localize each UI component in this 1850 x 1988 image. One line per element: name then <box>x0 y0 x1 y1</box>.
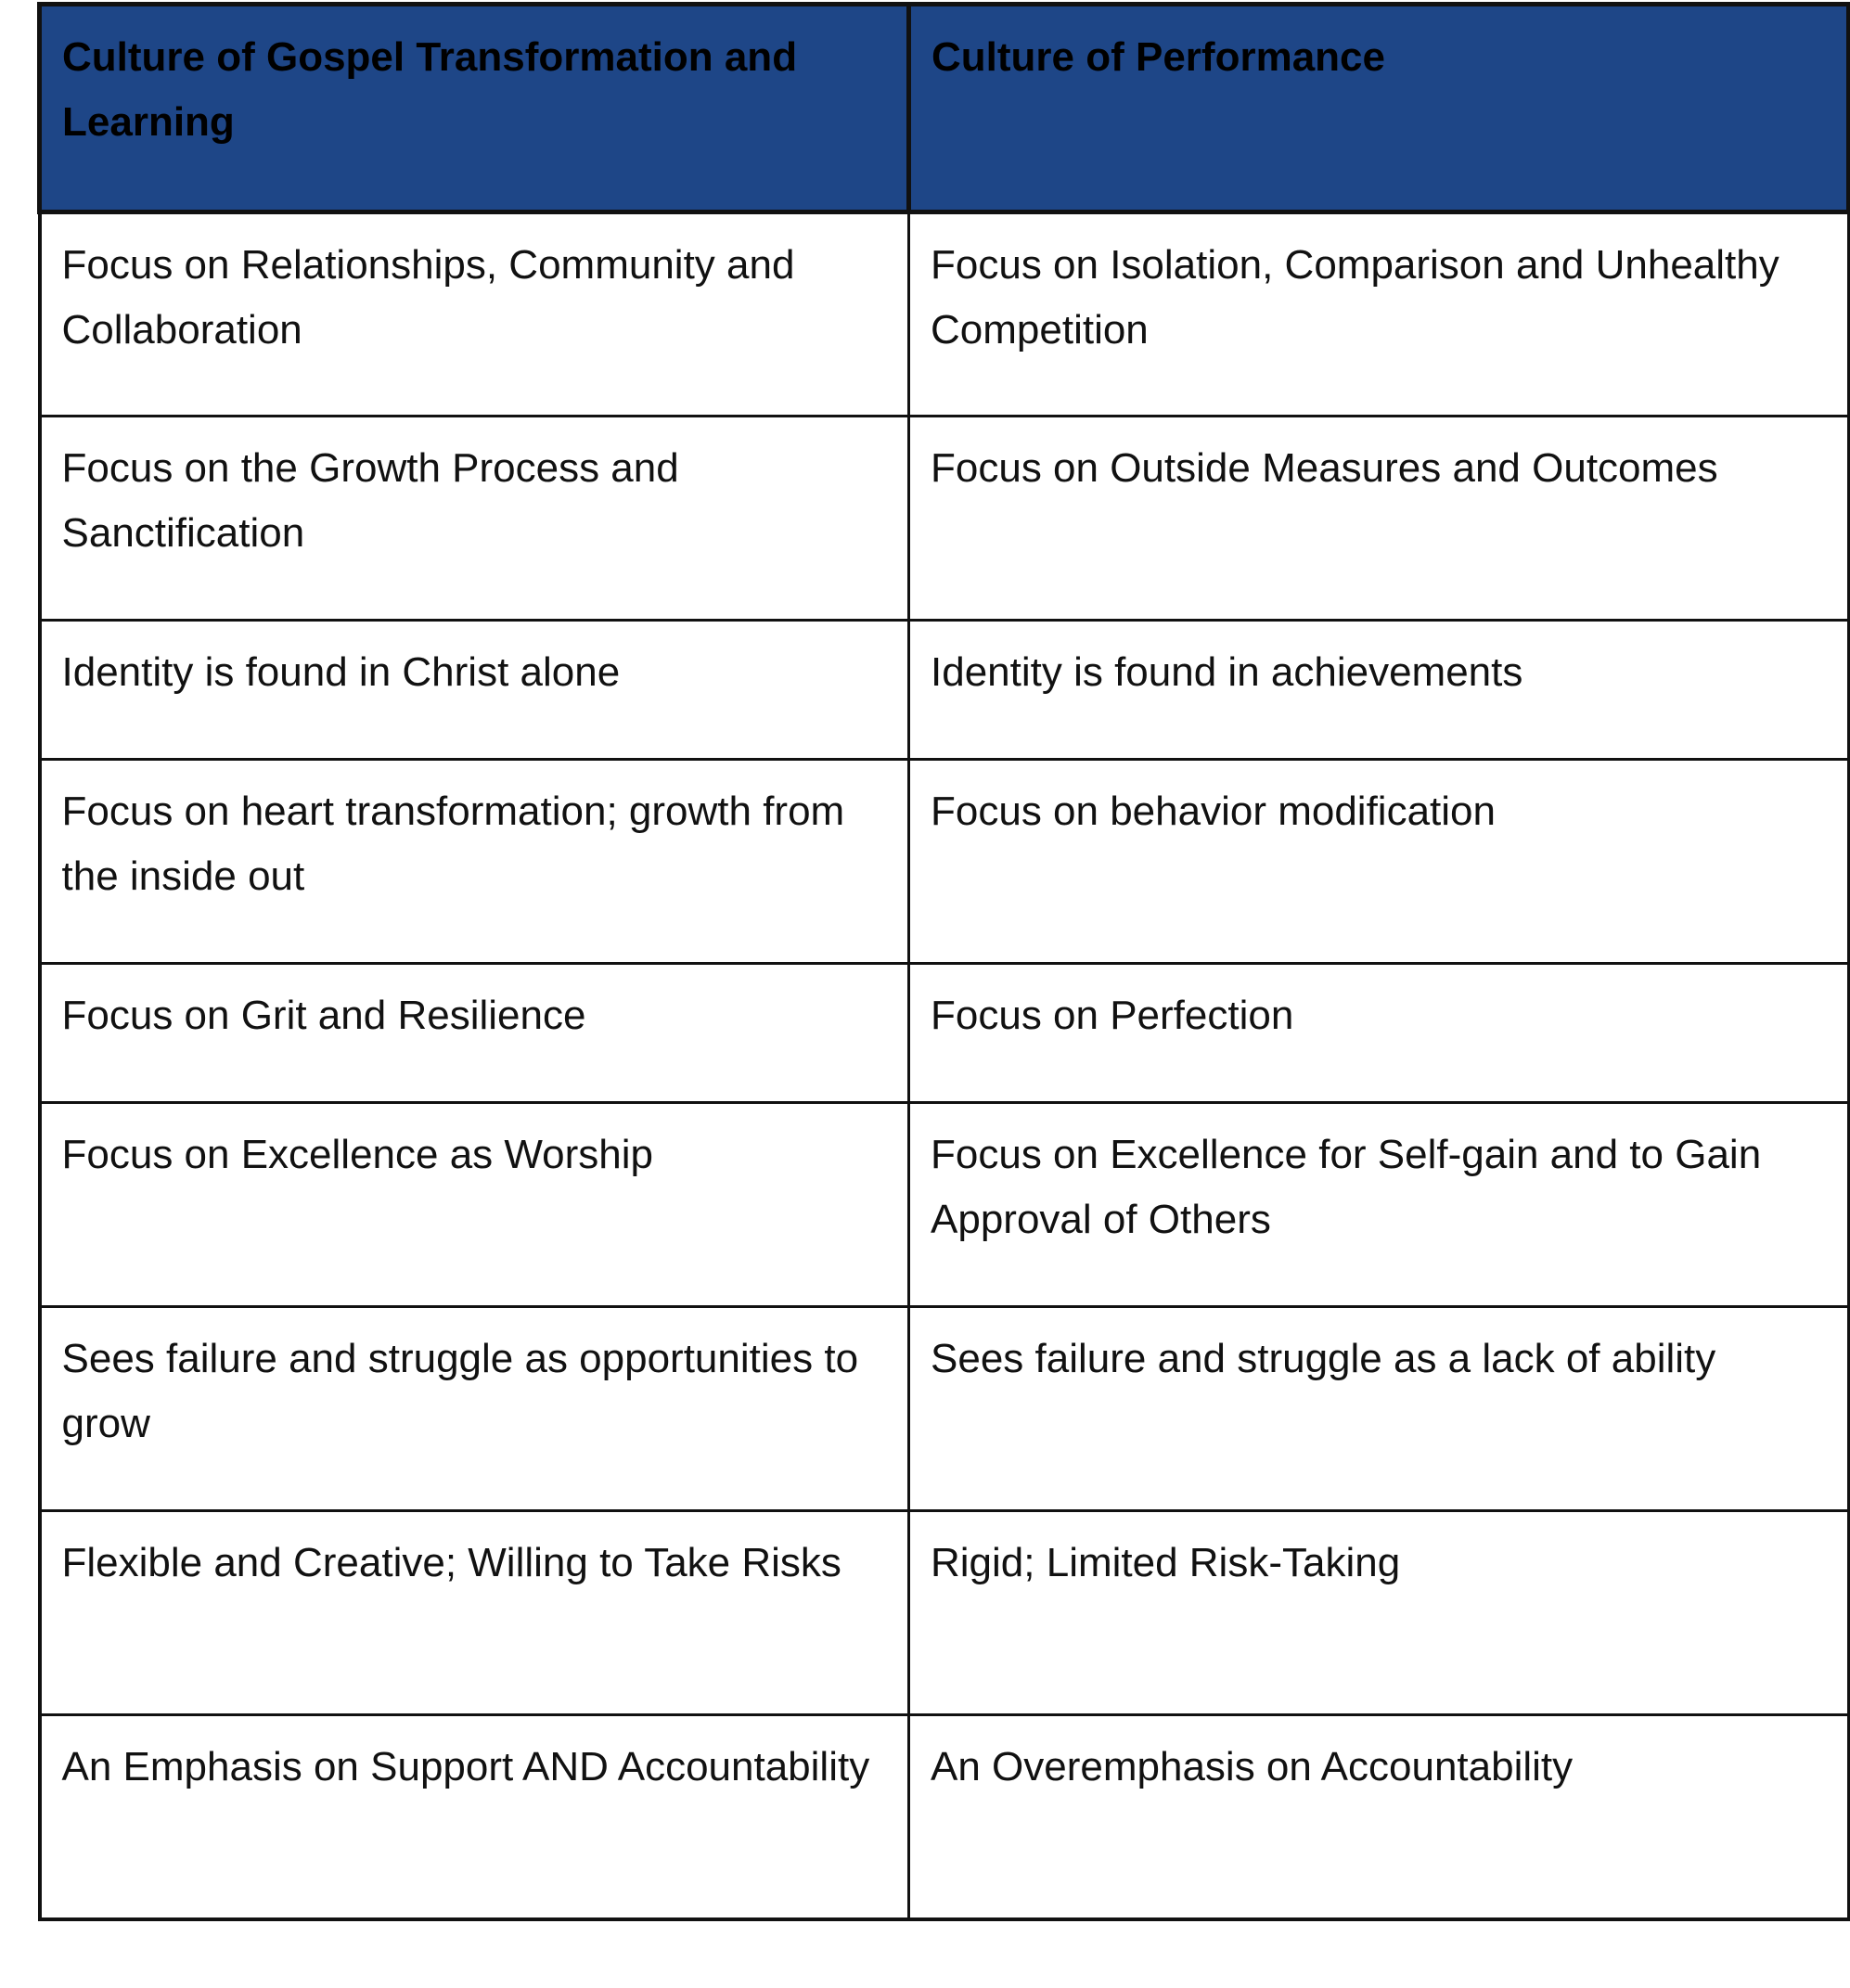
performance-cell: Identity is found in achievements <box>909 621 1849 760</box>
performance-cell: Focus on Outside Measures and Outcomes <box>909 417 1849 621</box>
performance-cell: Focus on Isolation, Comparison and Unhealthy Competition <box>909 212 1849 417</box>
table-row <box>40 621 1849 760</box>
header-gospel-culture: Culture of Gospel Transformation and Learning <box>40 5 909 212</box>
table-header-row <box>40 5 1849 212</box>
gospel-cell: Identity is found in Christ alone <box>40 621 909 760</box>
gospel-cell: Sees failure and struggle as opportunities to grow <box>40 1307 909 1511</box>
performance-cell: Focus on Excellence for Self-gain and to Gain Approval of Others <box>909 1103 1849 1307</box>
gospel-cell: Focus on Grit and Resilience <box>40 964 909 1103</box>
gospel-cell: Focus on the Growth Process and Sanctification <box>40 417 909 621</box>
table-row <box>40 417 1849 621</box>
gospel-cell: An Emphasis on Support AND Accountability <box>40 1715 909 1919</box>
gospel-cell: Focus on Relationships, Community and Collaboration <box>40 212 909 417</box>
table-row <box>40 964 1849 1103</box>
table-row <box>40 1715 1849 1919</box>
table-row <box>40 760 1849 964</box>
performance-cell: Focus on Perfection <box>909 964 1849 1103</box>
performance-cell: Rigid; Limited Risk-Taking <box>909 1511 1849 1715</box>
table-row <box>40 212 1849 417</box>
comparison-table <box>37 2 1850 1921</box>
gospel-cell: Focus on Excellence as Worship <box>40 1103 909 1307</box>
performance-cell: An Overemphasis on Accountability <box>909 1715 1849 1919</box>
performance-cell: Focus on behavior modification <box>909 760 1849 964</box>
gospel-cell: Focus on heart transformation; growth from the inside out <box>40 760 909 964</box>
table-row <box>40 1511 1849 1715</box>
table-row <box>40 1103 1849 1307</box>
header-performance-culture: Culture of Performance <box>909 5 1849 212</box>
gospel-cell: Flexible and Creative; Willing to Take Risks <box>40 1511 909 1715</box>
performance-cell: Sees failure and struggle as a lack of ability <box>909 1307 1849 1511</box>
table-row <box>40 1307 1849 1511</box>
